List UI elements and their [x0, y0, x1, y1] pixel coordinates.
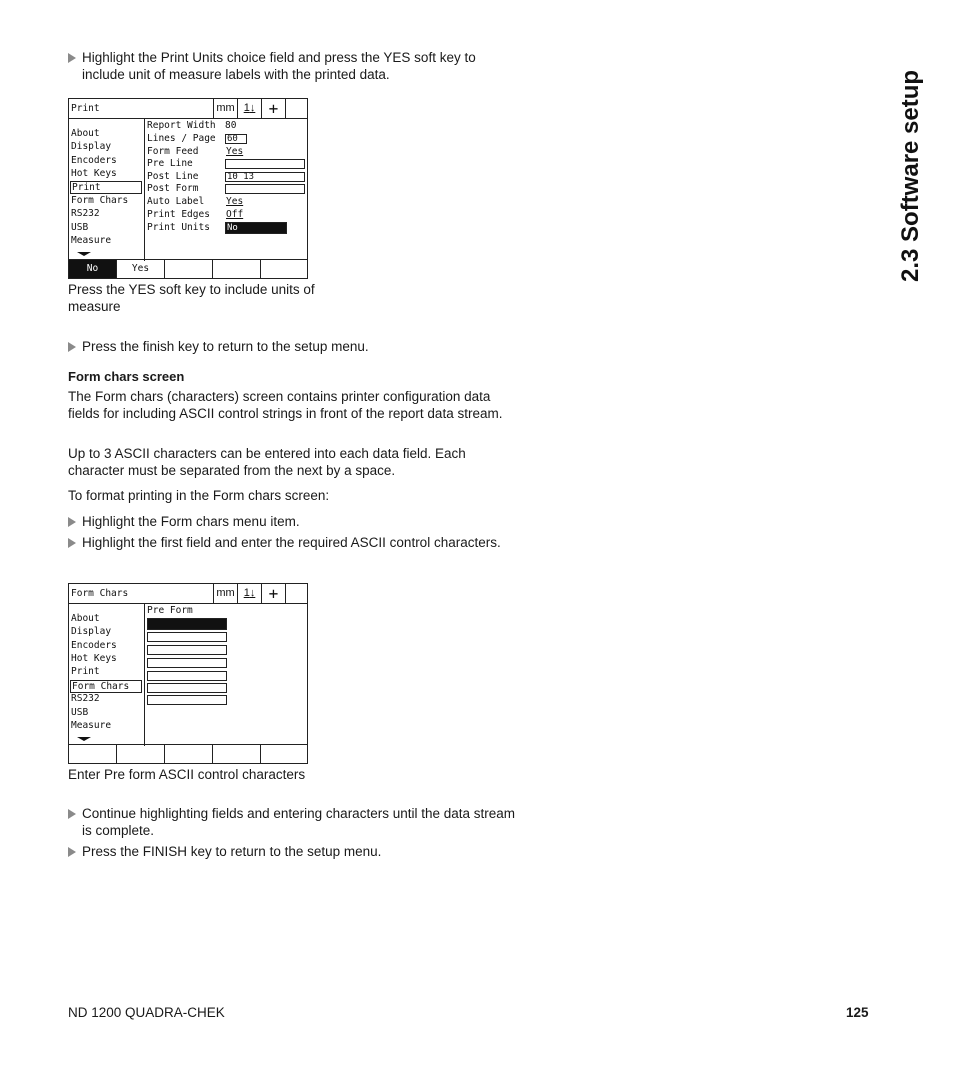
menu-item-rs232: RS232 — [71, 693, 100, 704]
field-label-pre-form: Pre Form — [147, 605, 193, 616]
step-arrow-icon — [68, 538, 76, 548]
axis-icon: 1↓ — [237, 99, 261, 118]
softkey-1 — [69, 745, 117, 763]
menu-item-hot-keys: Hot Keys — [71, 653, 117, 664]
axis-icon-label: 1 — [243, 587, 250, 599]
paragraph-form-chars-intro: The Form chars (characters) screen contains printer configuration data fields for including ASCII control strings in front of the report data stream. — [68, 389, 503, 421]
step-highlight-print-units — [68, 50, 518, 83]
scroll-down-icon — [77, 252, 91, 256]
axis-icon-label: 1 — [243, 102, 250, 114]
field-value-auto-label: Yes — [226, 196, 244, 207]
field-value-post-form — [225, 184, 305, 194]
step-highlight-form-chars — [68, 514, 518, 531]
menu-item-hot-keys: Hot Keys — [71, 168, 117, 179]
step-arrow-icon — [68, 847, 76, 857]
form-chars-screen-mockup — [68, 583, 308, 764]
step-text: Highlight the Print Units choice field and press the YES soft key to include unit of measure labels with the printed data. — [82, 50, 476, 82]
menu-item-display: Display — [71, 626, 112, 637]
step-arrow-icon — [68, 809, 76, 819]
field-value-print-edges: Off — [226, 209, 244, 220]
softkey-5 — [261, 745, 307, 763]
softkey-5 — [261, 260, 307, 278]
step-text: Highlight the first field and enter the required ASCII control characters. — [82, 535, 501, 550]
menu-item-usb: USB — [71, 707, 89, 718]
field-label-post-line: Post Line — [147, 171, 199, 182]
step-text: Press the finish key to return to the setup menu. — [82, 339, 369, 354]
titlebar-empty-box — [285, 584, 307, 603]
field-label-form-feed: Form Feed — [147, 146, 199, 157]
step-continue-highlighting — [68, 806, 518, 839]
softkey-no: No — [69, 260, 117, 278]
crosshair-icon: + — [261, 99, 285, 118]
scroll-down-icon — [77, 737, 91, 741]
menu-item-form-chars: Form Chars — [71, 195, 129, 206]
pre-form-field-5 — [147, 671, 227, 681]
pre-form-field-7 — [147, 695, 227, 705]
field-value-lines-page: 60 — [225, 134, 247, 144]
softkey-bar — [69, 744, 307, 763]
crosshair-icon: + — [261, 584, 285, 603]
softkey-bar — [69, 259, 307, 278]
setup-menu — [69, 119, 145, 261]
menu-item-encoders: Encoders — [71, 155, 117, 166]
step-highlight-first-field — [68, 535, 518, 552]
paragraph-ascii-characters: Up to 3 ASCII characters can be entered into each data field. Each character must be separated from the next by a space. — [68, 446, 466, 478]
field-label-pre-line: Pre Line — [147, 158, 193, 169]
field-value-post-line: 10 13 — [225, 172, 305, 182]
screen-title: Print — [71, 103, 100, 114]
titlebar-empty-box — [285, 99, 307, 118]
menu-item-display: Display — [71, 141, 112, 152]
step-arrow-icon — [68, 53, 76, 63]
field-label-post-form: Post Form — [147, 183, 199, 194]
section-sidebar-title: 2.3 Software setup — [897, 69, 924, 282]
softkey-3 — [165, 745, 213, 763]
menu-item-usb: USB — [71, 222, 89, 233]
pre-form-field-1-highlighted — [147, 618, 227, 630]
screen-title: Form Chars — [71, 588, 129, 599]
print-screen-mockup — [68, 98, 308, 279]
axis-icon: 1↓ — [237, 584, 261, 603]
menu-item-print: Print — [71, 666, 100, 677]
step-arrow-icon — [68, 342, 76, 352]
menu-item-encoders: Encoders — [71, 640, 117, 651]
softkey-2 — [117, 745, 165, 763]
softkey-4 — [213, 260, 261, 278]
step-press-finish — [68, 339, 518, 356]
caption-form-chars-screen: Enter Pre form ASCII control characters — [68, 767, 306, 782]
step-text: Press the FINISH key to return to the setup menu. — [82, 844, 382, 859]
pre-form-field-4 — [147, 658, 227, 668]
field-label-print-units: Print Units — [147, 222, 210, 233]
softkey-4 — [213, 745, 261, 763]
pre-form-field-6 — [147, 683, 227, 693]
pre-form-field-3 — [147, 645, 227, 655]
field-label-lines-page: Lines / Page — [147, 133, 216, 144]
footer-product-name: ND 1200 QUADRA-CHEK — [68, 1005, 225, 1020]
step-arrow-icon — [68, 517, 76, 527]
field-label-print-edges: Print Edges — [147, 209, 210, 220]
menu-item-rs232: RS232 — [71, 208, 100, 219]
pre-form-field-2 — [147, 632, 227, 642]
softkey-yes: Yes — [117, 260, 165, 278]
step-text: Highlight the Form chars menu item. — [82, 514, 300, 529]
caption-print-screen: Press the YES soft key to include units of measure — [68, 282, 315, 314]
menu-item-measure: Measure — [71, 235, 112, 246]
screen-titlebar — [69, 99, 307, 119]
menu-item-about: About — [71, 128, 100, 139]
step-press-finish-key — [68, 844, 518, 861]
softkey-3 — [165, 260, 213, 278]
screen-titlebar — [69, 584, 307, 604]
field-label-auto-label: Auto Label — [147, 196, 205, 207]
field-value-report-width: 80 — [225, 120, 237, 131]
paragraph-format-printing: To format printing in the Form chars screen: — [68, 488, 330, 503]
menu-item-print-selected: Print — [70, 181, 142, 194]
setup-menu — [69, 604, 145, 746]
field-label-report-width: Report Width — [147, 120, 216, 131]
page-number: 125 — [846, 1005, 869, 1020]
unit-indicator: mm — [213, 584, 237, 603]
section-heading: Form chars screen — [68, 369, 185, 384]
menu-item-about: About — [71, 613, 100, 624]
field-value-print-units-highlighted: No — [225, 222, 287, 234]
field-value-pre-line — [225, 159, 305, 169]
step-text: Continue highlighting fields and entering characters until the data stream is complete. — [82, 806, 516, 838]
menu-item-form-chars-selected: Form Chars — [70, 680, 142, 693]
menu-item-measure: Measure — [71, 720, 112, 731]
unit-indicator: mm — [213, 99, 237, 118]
field-value-form-feed: Yes — [226, 146, 244, 157]
